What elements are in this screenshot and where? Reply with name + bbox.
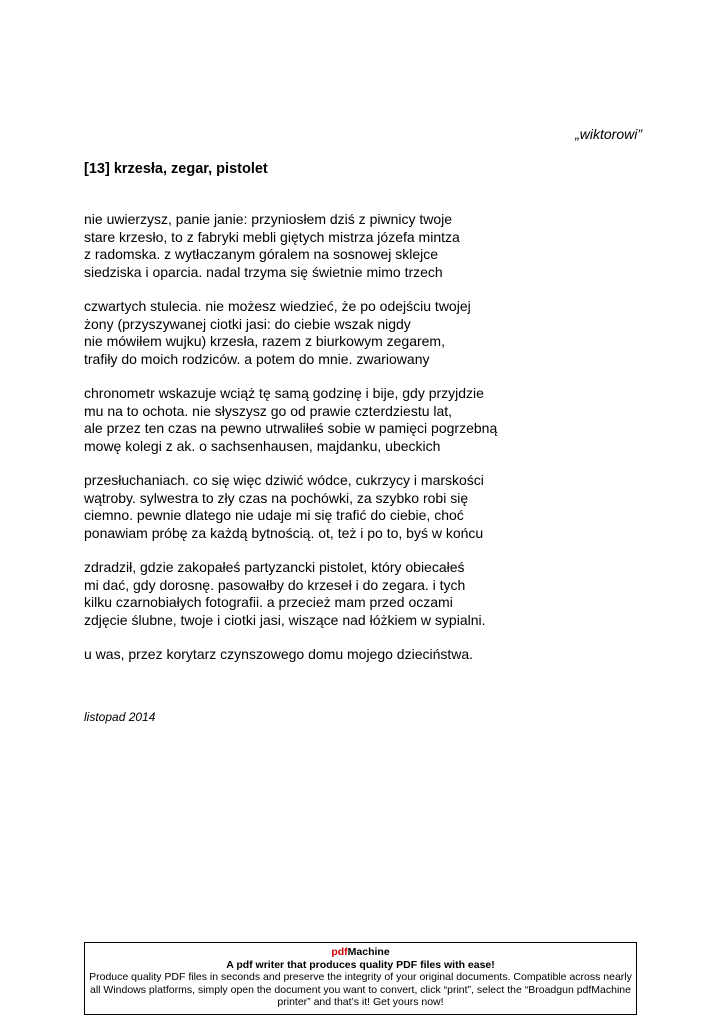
stanza bbox=[84, 646, 644, 664]
stanza bbox=[84, 559, 644, 629]
stanza bbox=[84, 298, 644, 368]
poem-line: mowę kolegi z ak. o sachsenhausen, majdanku, ubeckich bbox=[84, 437, 441, 454]
poem-line: zdradził, gdzie zakopałeś partyzancki pistolet, który obiecałeś bbox=[84, 559, 465, 575]
stanza bbox=[84, 211, 644, 281]
poem-title: [13] krzesła, zegar, pistolet bbox=[84, 161, 268, 177]
poem-date: listopad 2014 bbox=[84, 710, 156, 724]
poem-line: chronometr wskazuje wciąż tę samą godzinę i bije, gdy przyjdzie bbox=[84, 385, 484, 401]
poem-line: kilku czarnobiałych fotografii. a przecież mam przed oczami bbox=[84, 594, 453, 610]
stanza bbox=[84, 385, 644, 455]
poem-line: z radomska. z wytłaczanym góralem na sosnowej sklejce bbox=[84, 246, 439, 262]
stanza bbox=[84, 472, 644, 542]
poem-line: ciemno. pewnie dlatego nie udaje mi się trafić do ciebie, choć bbox=[84, 507, 464, 523]
pdfmachine-ad-box bbox=[84, 942, 637, 1015]
poem-line: zdjęcie ślubne, twoje i ciotki jasi, wiszące nad łóżkiem w sypialni. bbox=[84, 611, 486, 628]
poem-line: żony (przyszywanej ciotki jasi: do ciebie wszak nigdy bbox=[84, 315, 411, 332]
poem-line: trafiły do moich rodziców. a potem do mnie. zwariowany bbox=[84, 350, 430, 367]
poem-line: ale przez ten czas na pewno utrwaliłeś sobie w pamięci pogrzebną bbox=[84, 420, 498, 436]
poem-line: stare krzesło, to z fabryki mebli giętych mistrza józefa mintza bbox=[84, 228, 460, 245]
poem-line: u was, przez korytarz czynszowego domu mojego dzieciństwa. bbox=[84, 646, 474, 662]
poem-line: mu na to ochota. nie słyszysz go od prawie czterdziestu lat, bbox=[84, 402, 453, 419]
ad-brand bbox=[85, 946, 636, 959]
poem-line: siedziska i oparcia. nadal trzyma się świetnie mimo trzech bbox=[84, 263, 443, 280]
poem-line: przesłuchaniach. co się więc dziwić wódce, cukrzycy i marskości bbox=[84, 472, 484, 488]
dedication: „wiktorowi” bbox=[575, 126, 642, 142]
poem-line: nie uwierzysz, panie janie: przyniosłem dziś z piwnicy twoje bbox=[84, 211, 453, 227]
ad-brand-prefix: pdf bbox=[331, 946, 348, 958]
poem-body bbox=[84, 211, 644, 681]
poem-line: nie mówiłem wujku) krzesła, razem z biurkowym zegarem, bbox=[84, 333, 445, 349]
poem-line: mi dać, gdy dorosnę. pasowałby do krzeseł i do zegara. i tych bbox=[84, 576, 466, 593]
poem-line: wątroby. sylwestra to zły czas na pochówki, za szybko robi się bbox=[84, 489, 469, 506]
poem-line: czwartych stulecia. nie możesz wiedzieć, że po odejściu twojej bbox=[84, 298, 471, 314]
ad-brand-suffix: Machine bbox=[347, 946, 390, 958]
ad-description: Produce quality PDF files in seconds and preserve the integrity of your original documents. Compatible across nearly all Windows platforms, simply open the document you want to convert, click “print”, select the “Broadgun pdfMachine printer” and that’s it! Get yours now! bbox=[89, 971, 632, 1008]
poem-line: ponawiam próbę za każdą bytnością. ot, też i po to, byś w końcu bbox=[84, 524, 484, 541]
ad-tagline: A pdf writer that produces quality PDF files with ease! bbox=[226, 958, 495, 971]
